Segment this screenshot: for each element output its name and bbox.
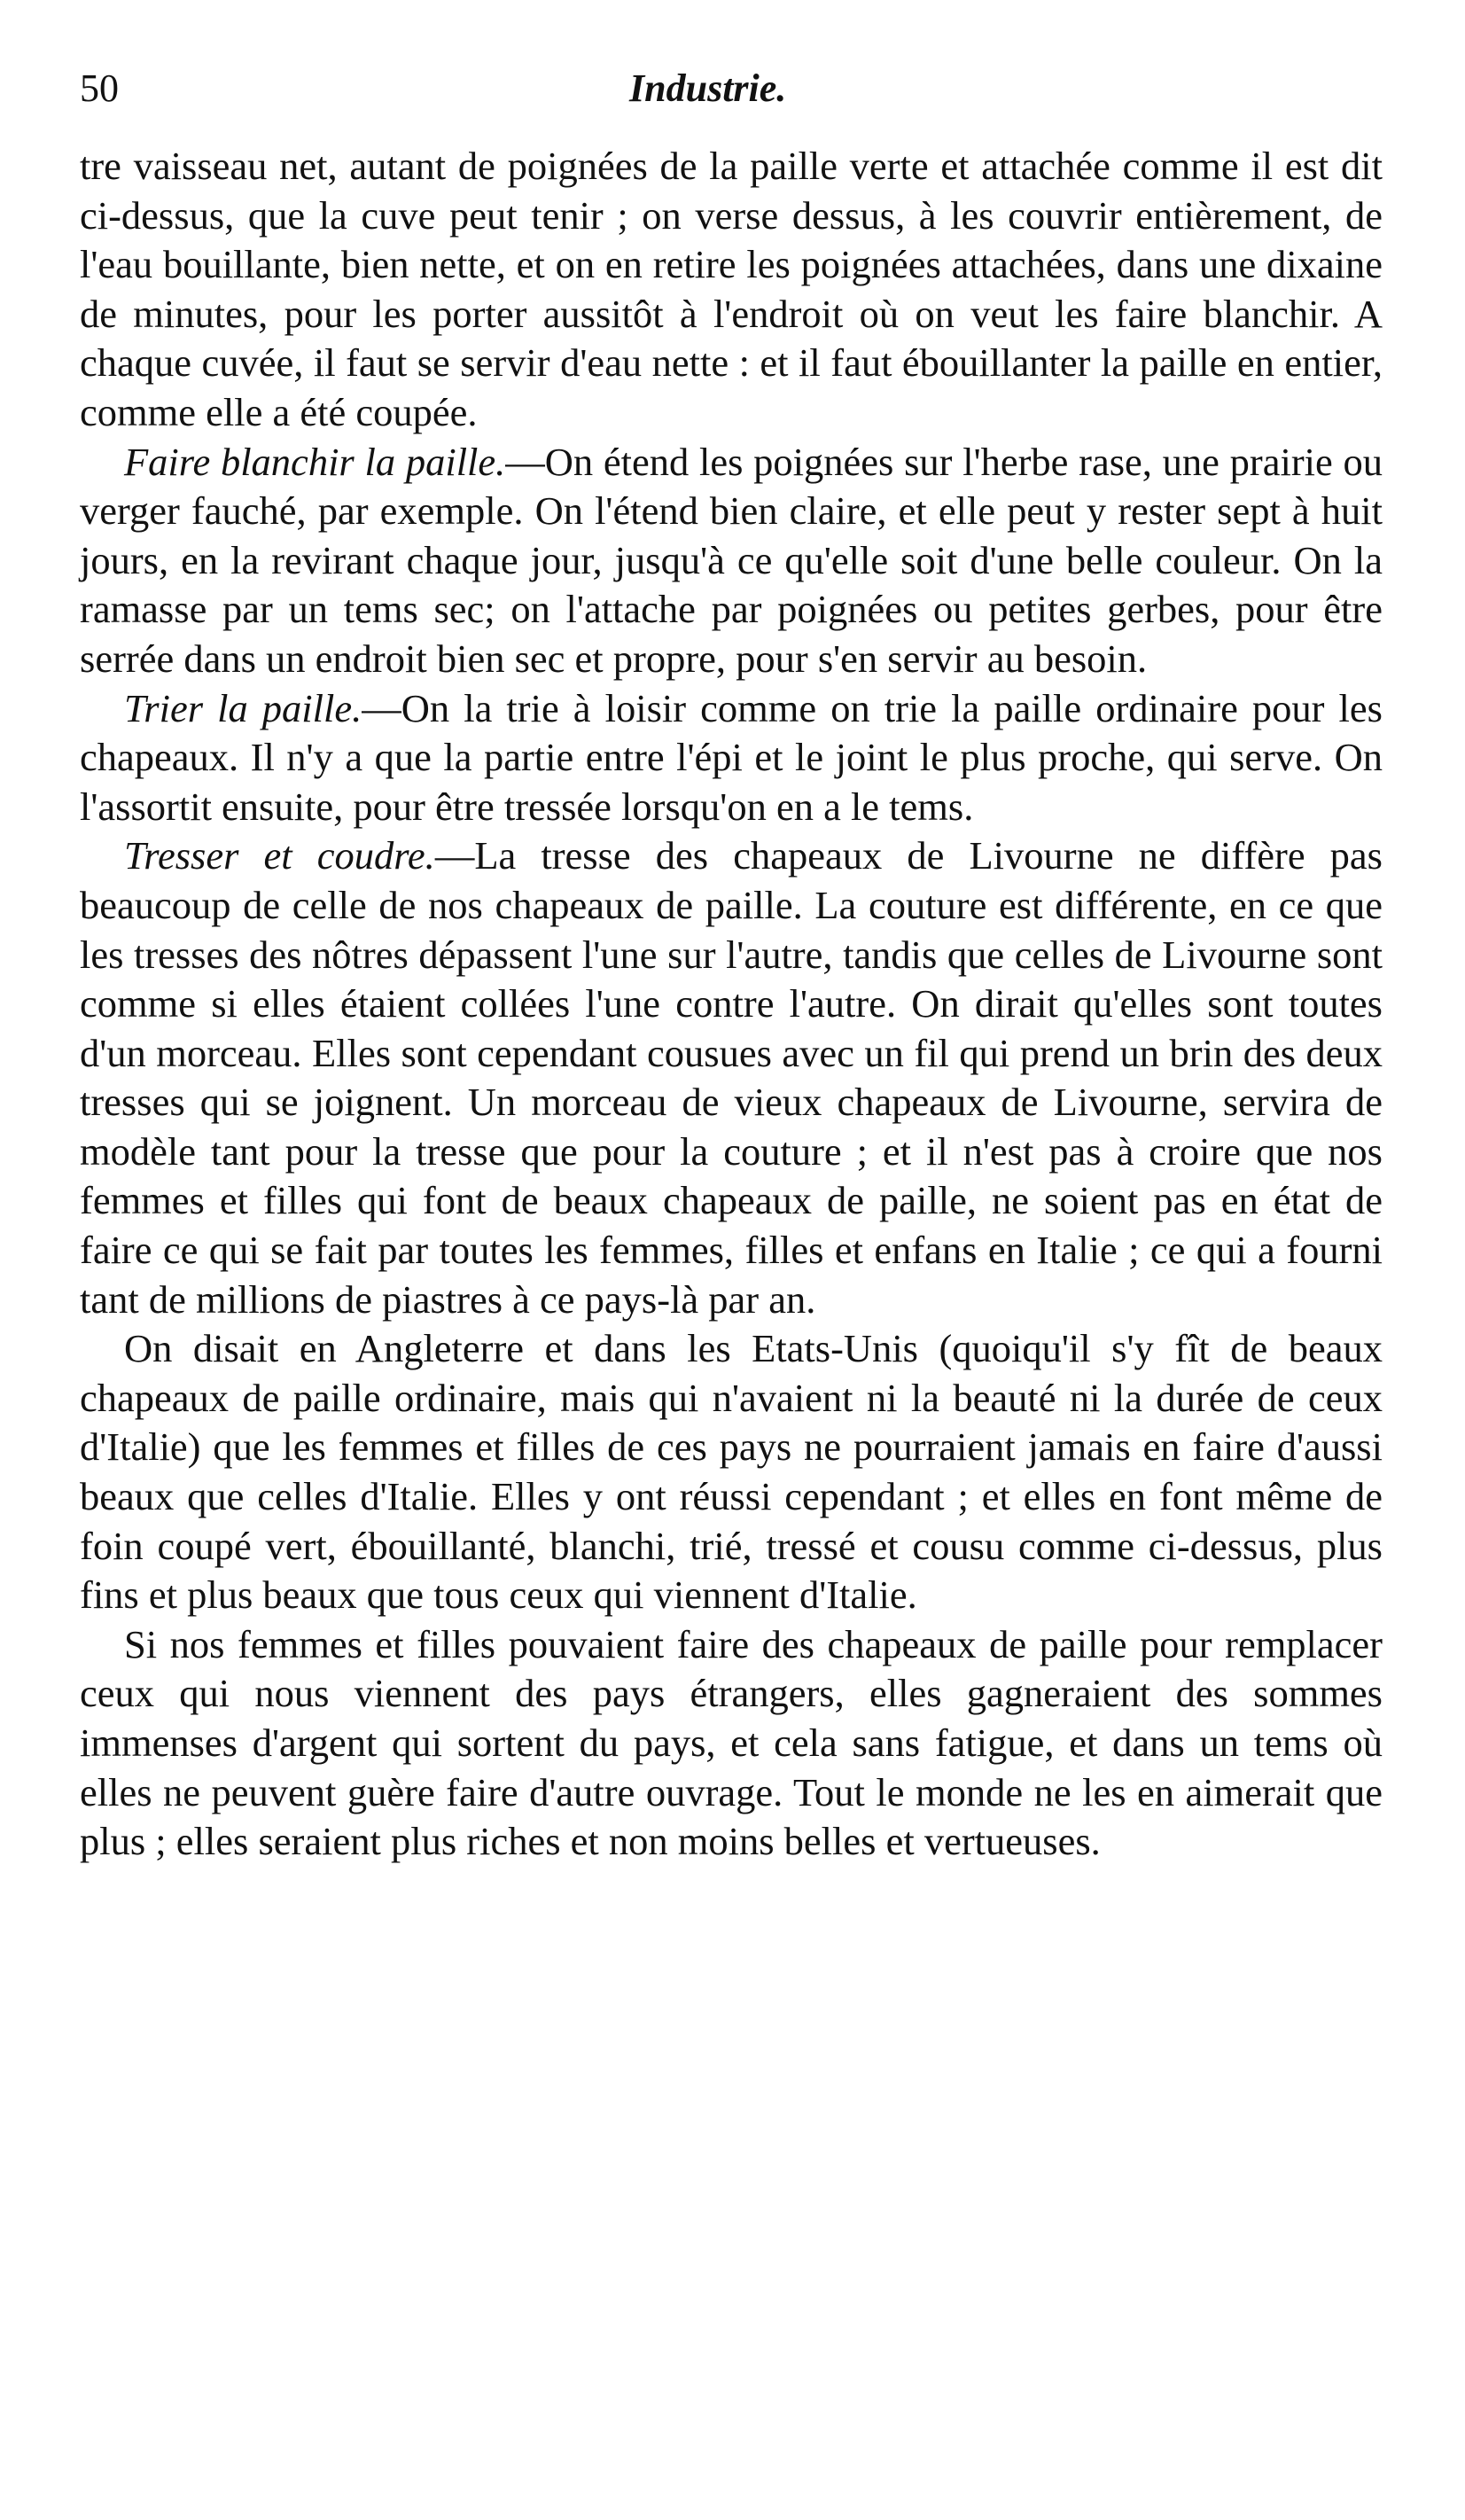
- paragraph-lead: Faire blanchir la paille.: [124, 439, 506, 484]
- paragraph-angleterre: [80, 1324, 1383, 1620]
- body-text: [80, 142, 1383, 1867]
- paragraph-text: On disait en Angleterre et dans les Etats-Unis (quoiqu'il s'y fît de beaux chapeaux de paille ordinaire, mais qui n'avaient ni la beauté ni la durée de ceux d'Italie) que les femmes et filles de ces pays ne pourraient jamais en faire d'aussi beaux que celles d'Italie. Elles y ont réussi cependant ; et elles en font même de foin coupé vert, ébouillanté, blanchi, trié, tressé et cousu comme ci-dessus, plus fins et plus beaux que tous ceux qui viennent d'Italie.: [80, 1326, 1383, 1618]
- paragraph-text: —On étend les poignées sur l'herbe rase, une prairie ou verger fauché, par exemple. On l'étend bien claire, et elle peut y rester sept à huit jours, en la revirant chaque jour, jusqu'à ce qu'elle soit d'une belle couleur. On la ramasse par un tems sec; on l'attache par poignées ou petites gerbes, pour être serrée dans un endroit bien sec et propre, pour s'en servir au besoin.: [80, 439, 1383, 681]
- paragraph-faire-blanchir: [80, 438, 1383, 684]
- running-title: Industrie.: [629, 66, 787, 110]
- paragraph-text: —La tresse des chapeaux de Livourne ne diffère pas beaucoup de celle de nos chapeaux de paille. La couture est différente, en ce que les tresses des nôtres dépassent l'une sur l'autre, tandis que celles de Livourne sont comme si elles étaient collées l'une contre l'autre. On dirait qu'elles sont toutes d'un morceau. Elles sont cependant cousues avec un fil qui prend un brin des deux tresses qui se joignent. Un morceau de vieux chapeaux de Livourne, servira de modèle tant pour la tresse que pour la couture ; et il n'est pas à croire que nos femmes et filles qui font de beaux chapeaux de paille, ne soient pas en état de faire ce qui se fait par toutes les femmes, filles et enfans en Italie ; ce qui a fourni tant de millions de piastres à ce pays-là par an.: [80, 833, 1383, 1322]
- book-page: [80, 53, 1383, 2482]
- paragraph-text: —On la trie à loisir comme on trie la paille ordinaire pour les chapeaux. Il n'y a que la partie entre l'épi et le joint le plus proche, qui serve. On l'assortit ensuite, pour être tressée lorsqu'on en a le tems.: [80, 685, 1383, 829]
- running-head: [80, 53, 1383, 124]
- paragraph-conclusion: [80, 1620, 1383, 1867]
- paragraph-continuation: [80, 142, 1383, 438]
- page-number: 50: [80, 66, 119, 110]
- paragraph-text: Si nos femmes et filles pouvaient faire des chapeaux de paille pour remplacer ceux qui nous viennent des pays étrangers, elles gagneraient des sommes immenses d'argent qui sortent du pays, et cela sans fatigue, et dans un tems où elles ne peuvent guère faire d'autre ouvrage. Tout le monde ne les en aimerait que plus ; elles seraient plus riches et non moins belles et vertueuses.: [80, 1621, 1383, 1864]
- paragraph-lead: Tresser et coudre.: [124, 833, 435, 878]
- paragraph-text: tre vaisseau net, autant de poignées de la paille verte et attachée comme il est dit ci-dessus, que la cuve peut tenir ; on verse dessus, à les couvrir entièrement, de l'eau bouillante, bien nette, et on en retire les poignées attachées, dans une dixaine de minutes, pour les porter aussitôt à l'endroit où on veut les faire blanchir. A chaque cuvée, il faut se servir d'eau nette : et il faut ébouillanter la paille en entier, comme elle a été coupée.: [80, 144, 1383, 434]
- paragraph-lead: Trier la paille.: [124, 685, 362, 730]
- paragraph-tresser: [80, 831, 1383, 1324]
- paragraph-trier: [80, 684, 1383, 832]
